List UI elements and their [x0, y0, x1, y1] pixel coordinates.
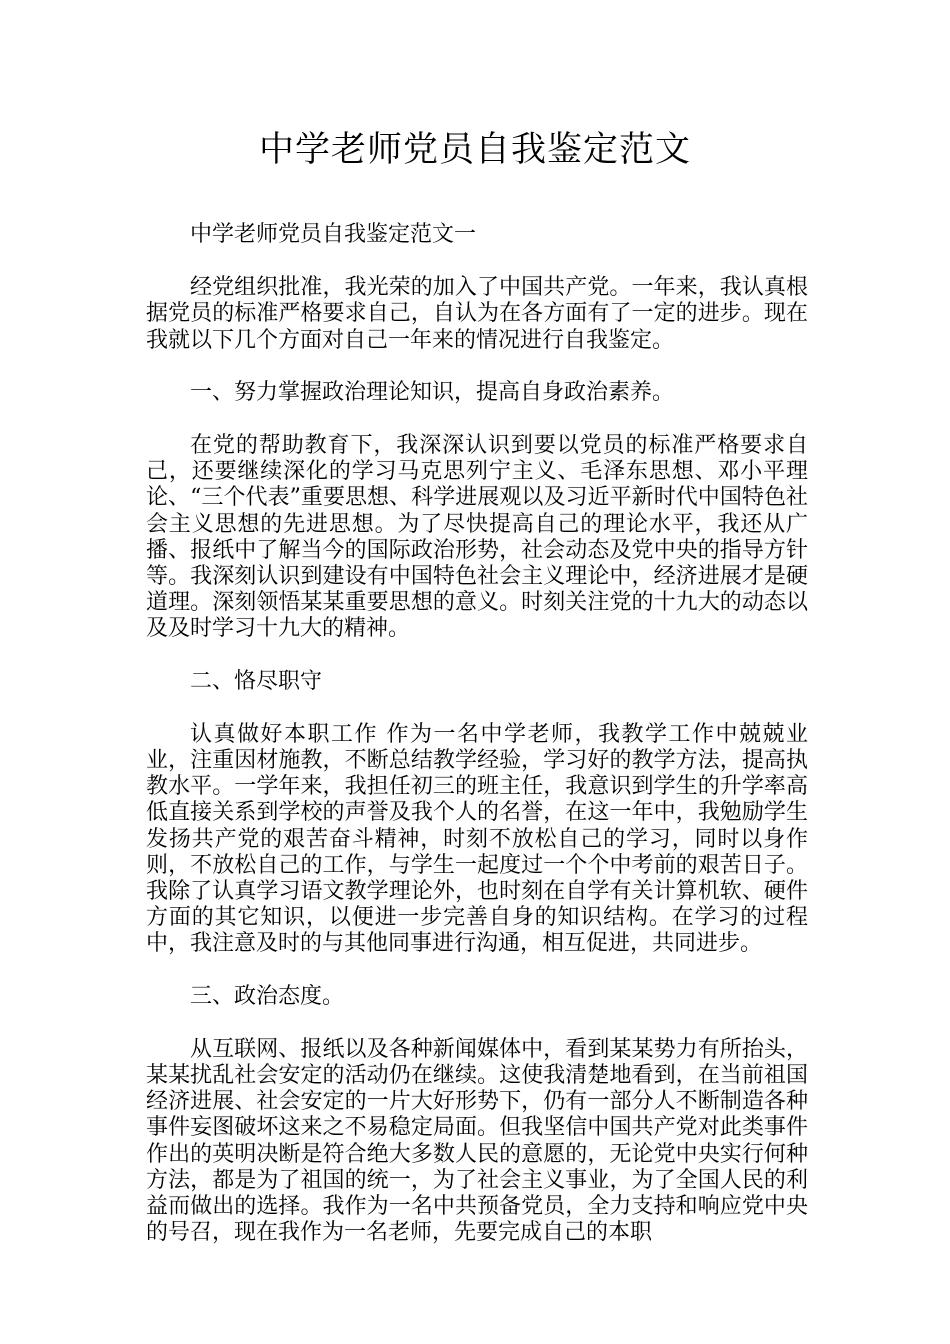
- intro-paragraph: 经党组织批准，我光荣的加入了中国共产党。一年来，我认真根据党员的标准严格要求自己，自认为在各方面有了一定的进步。现在我就以下几个方面对自己一年来的情况进行自我鉴定。: [146, 275, 808, 353]
- section-subtitle: 中学老师党员自我鉴定范文一: [190, 222, 477, 247]
- section-1-paragraph: 在党的帮助教育下，我深深认识到要以党员的标准严格要求自己，还要继续深化的学习马克思列宁主义、毛泽东思想、邓小平理论、“三个代表”重要思想、科学进展观以及习近平新时代中国特色社会主义思想的先进思想。为了尽快提高自己的理论水平，我还从广播、报纸中了解当今的国际政治形势，社会动态及党中央的指导方针等。我深刻认识到建设有中国特色社会主义理论中，经济进展才是硬道理。深刻领悟某某重要思想的意义。时刻关注党的十九大的动态以及及时学习十九大的精神。: [146, 433, 808, 642]
- section-heading-3: 三、政治态度。: [190, 983, 345, 1009]
- document-body: [146, 222, 808, 1273]
- document-title: 中学老师党员自我鉴定范文: [258, 130, 691, 170]
- section-heading-1: 一、努力掌握政治理论知识，提高自身政治素养。: [190, 379, 675, 405]
- section-2-paragraph: 认真做好本职工作 作为一名中学老师，我教学工作中兢兢业业，注重因材施教，不断总结教学经验，学习好的教学方法，提高执教水平。一学年来，我担任初三的班主任，我意识到学生的升学率高低直接关系到学校的声誉及我个人的名誉，在这一年中，我勉励学生发扬共产党的艰苦奋斗精神，时刻不放松自己的学习，同时以身作则，不放松自己的工作，与学生一起度过一个个中考前的艰苦日子。我除了认真学习语文教学理论外，也时刻在自学有关计算机软、硬件方面的其它知识，以便进一步完善自身的知识结构。在学习的过程中，我注意及时的与其他同事进行沟通，相互促进，共同进步。: [146, 721, 808, 957]
- section-heading-2: 二、恪尽职守: [190, 668, 323, 694]
- section-3-paragraph: 从互联网、报纸以及各种新闻媒体中，看到某某势力有所抬头，某某扰乱社会安定的活动仍在继续。这使我清楚地看到，在当前祖国经济进展、社会安定的一片大好形势下，仍有一部分人不断制造各种事件妄图破坏这来之不易稳定局面。但我坚信中国共产党对此类事件作出的英明决断是符合绝大多数人民的意愿的，无论党中央实行何种方法，都是为了祖国的统一，为了社会主义事业，为了全国人民的利益而做出的选择。我作为一名中共预备党员，全力支持和响应党中央的号召，现在我作为一名老师，先要完成自己的本职: [146, 1036, 808, 1246]
